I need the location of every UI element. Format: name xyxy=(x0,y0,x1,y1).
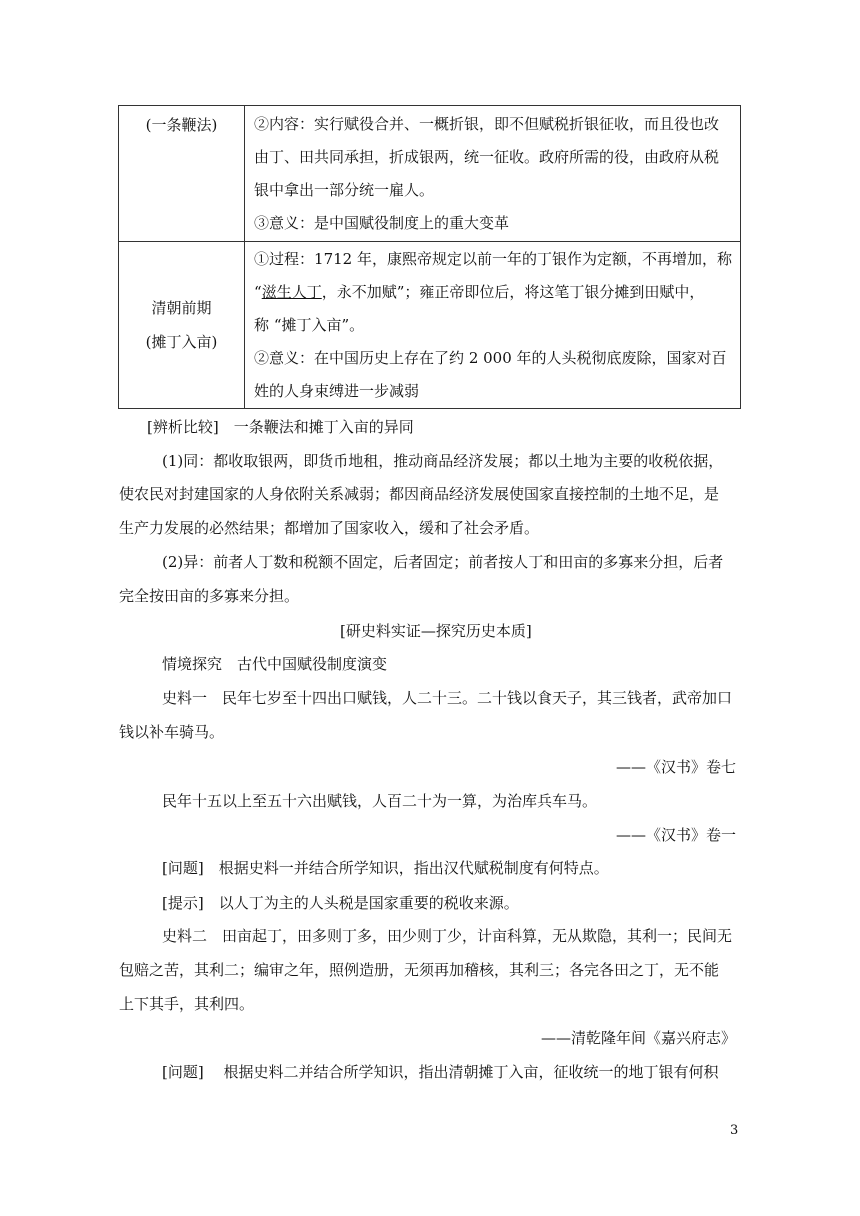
reform-name: (摊丁入亩) xyxy=(145,333,218,351)
tax-reform-table xyxy=(118,105,741,409)
detail-line: ②意义：在中国历史上存在了约 2 000 年的人头税彻底废除，国家对百 xyxy=(254,349,727,367)
detail-line: ②内容：实行赋役合并、一概折银，即不但赋税折银征收，而且役也改 xyxy=(254,115,720,133)
source-text: 史料二 田亩起丁，田多则丁多，田少则丁少，计亩科算，无从欺隐，其利一；民间无 xyxy=(162,927,733,945)
page-number: 3 xyxy=(730,1123,739,1138)
detail-line: 称 “摊丁入亩”。 xyxy=(254,316,365,334)
table-row xyxy=(119,106,741,242)
paragraph-line: 使农民对封建国家的人身依附关系减弱；都因商品经济发展使国家直接控制的土地不足，是 xyxy=(119,485,720,503)
question-text: [问题] 根据史料二并结合所学知识，指出清朝摊丁入亩，征收统一的地丁银有何积 xyxy=(162,1063,719,1081)
detail-line xyxy=(254,276,732,309)
inquiry-heading: 情境探究 古代中国赋役制度演变 xyxy=(162,655,388,673)
source-text: 史料一 民年七岁至十四出口赋钱，人二十三。二十钱以食天子，其三钱者，武帝加口 xyxy=(162,689,733,707)
table-row xyxy=(119,242,741,409)
paragraph-line: (1)同：都收取银两，即货币地租，推动商品经济发展；都以土地为主要的收税依据， xyxy=(162,452,724,470)
reform-period: 清朝前期 xyxy=(151,299,212,317)
source-text: 民年十五以上至五十六出赋钱，人百二十为一算，为治库兵车马。 xyxy=(162,792,598,810)
source-text: 上下其手，其利四。 xyxy=(119,995,255,1013)
source-citation: ——清乾隆年间《嘉兴府志》 xyxy=(540,1029,736,1047)
reform-name-cell xyxy=(119,106,245,242)
detail-text: ，永不加赋”；雍正帝即位后，将这笔丁银分摊到田赋中， xyxy=(321,283,705,301)
hint-text: [提示] 以人丁为主的人头税是国家重要的税收来源。 xyxy=(162,894,519,912)
underlined-term: 滋生人丁 xyxy=(261,283,322,301)
reform-name-cell xyxy=(119,242,245,409)
detail-line: ①过程：1712 年，康熙帝规定以前一年的丁银作为定额，不再增加，称 xyxy=(254,250,732,268)
open-quote: “ xyxy=(254,283,262,301)
section-title: [研史料实证—探究历史本质] xyxy=(340,622,532,640)
reform-detail-cell xyxy=(245,242,741,409)
detail-line: ③意义：是中国赋役制度上的重大变革 xyxy=(254,214,510,232)
paragraph-line: 生产力发展的必然结果；都增加了国家收入，缓和了社会矛盾。 xyxy=(119,519,540,537)
reform-name: (一条鞭法) xyxy=(145,116,218,134)
detail-line: 姓的人身束缚进一步减弱 xyxy=(254,382,420,400)
source-citation: ——《汉书》卷一 xyxy=(615,826,736,844)
source-text: 钱以补车骑马。 xyxy=(119,723,225,741)
source-citation: ——《汉书》卷七 xyxy=(615,758,736,776)
compare-title: [辨析比较] 一条鞭法和摊丁入亩的异同 xyxy=(147,418,414,436)
question-text: [问题] 根据史料一并结合所学知识，指出汉代赋税制度有何特点。 xyxy=(162,859,609,877)
detail-line: 由丁、田共同承担，折成银两，统一征收。政府所需的役，由政府从税 xyxy=(254,148,720,166)
detail-line: 银中拿出一部分统一雇人。 xyxy=(254,181,435,199)
reform-detail-cell xyxy=(245,106,741,242)
paragraph-line: (2)异：前者人丁数和税额不固定，后者固定；前者按人丁和田亩的多寡来分担，后者 xyxy=(162,553,724,571)
paragraph-line: 完全按田亩的多寡来分担。 xyxy=(119,587,300,605)
source-text: 包赔之苦，其利二；编审之年，照例造册，无须再加稽核，其利三；各完各田之丁，无不能 xyxy=(119,961,720,979)
